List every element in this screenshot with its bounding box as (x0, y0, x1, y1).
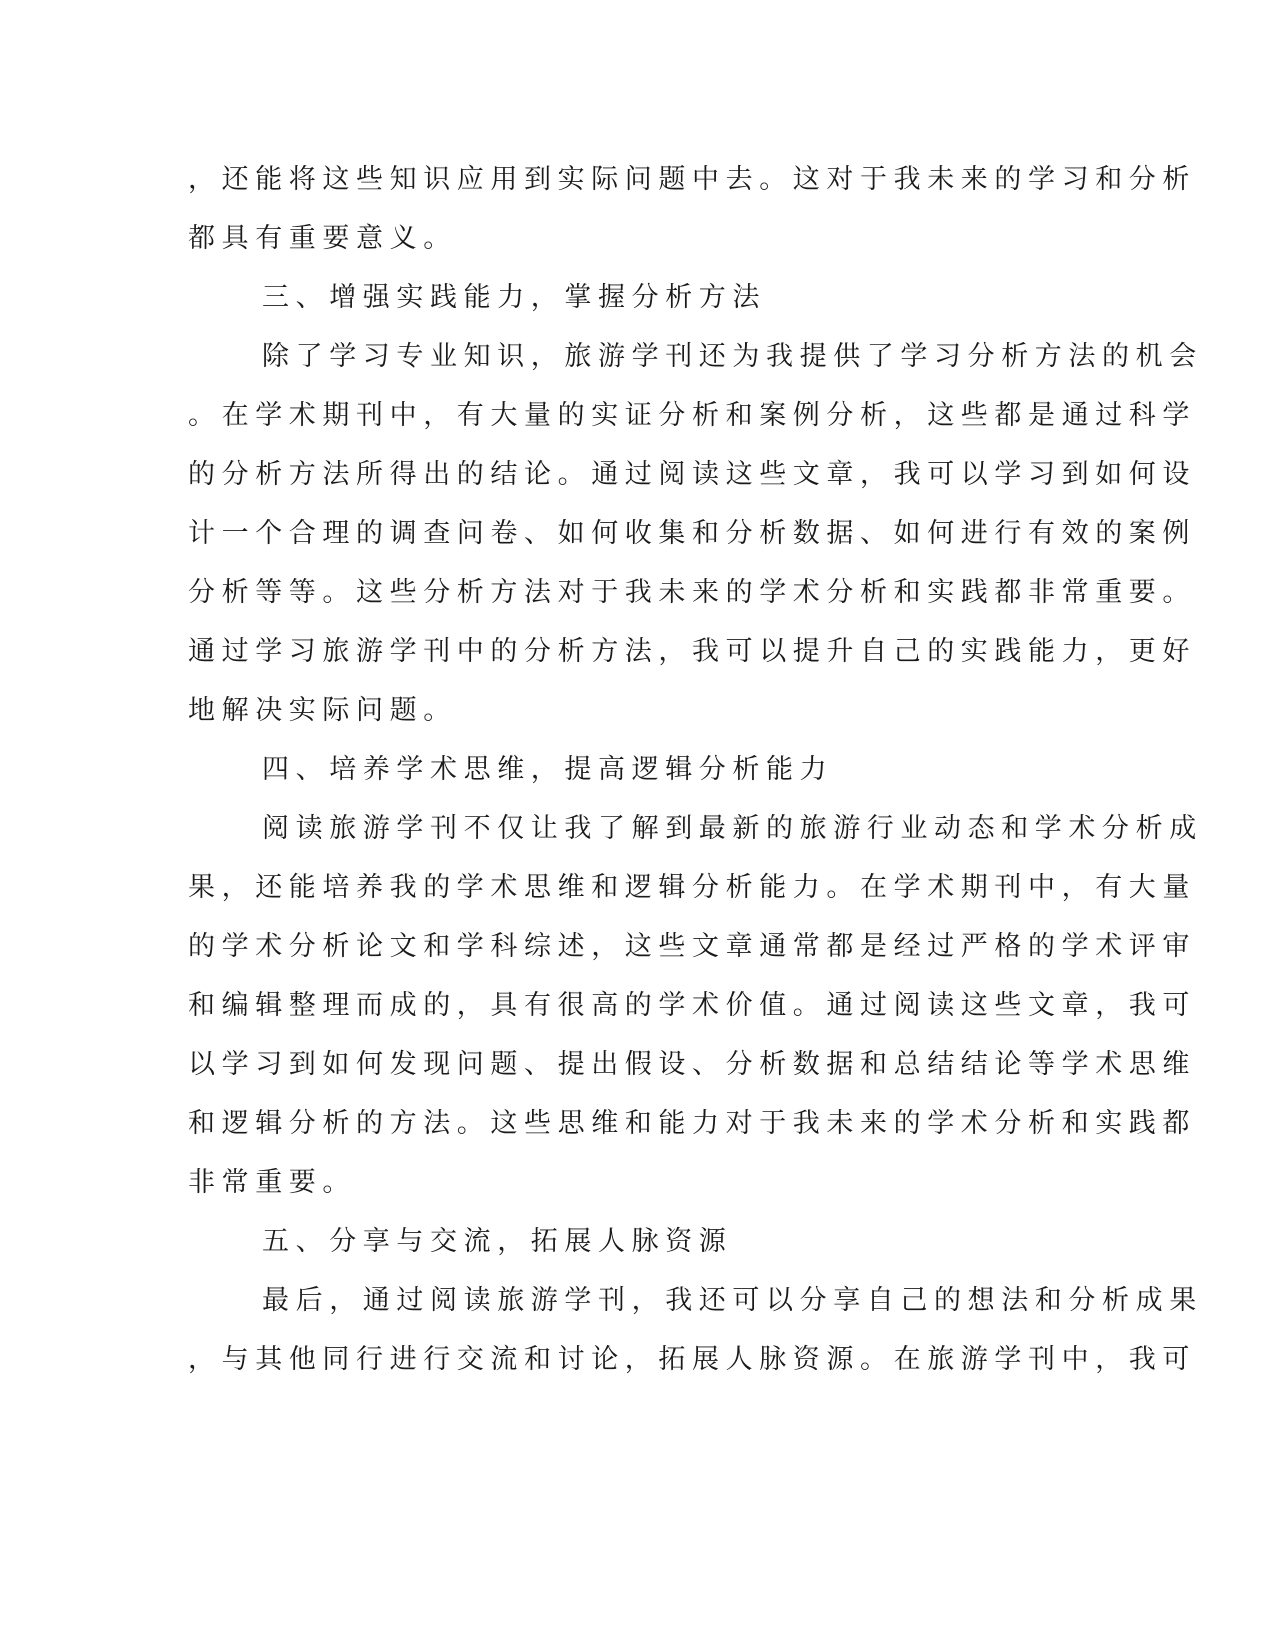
text-line: 分析等等。这些分析方法对于我未来的学术分析和实践都非常重要。 (188, 577, 1196, 608)
text-line: 的分析方法所得出的结论。通过阅读这些文章，我可以学习到如何设 (188, 459, 1196, 490)
text-line: 通过学习旅游学刊中的分析方法，我可以提升自己的实践能力，更好 (188, 636, 1196, 667)
text-line: 。在学术期刊中，有大量的实证分析和案例分析，这些都是通过科学 (188, 400, 1196, 431)
section-heading: 五、分享与交流，拓展人脉资源 (262, 1226, 733, 1257)
text-line: 都具有重要意义。 (188, 223, 457, 254)
text-line: 最后，通过阅读旅游学刊，我还可以分享自己的想法和分析成果 (262, 1285, 1203, 1316)
text-line: 果，还能培养我的学术思维和逻辑分析能力。在学术期刊中，有大量 (188, 872, 1196, 903)
text-line: 以学习到如何发现问题、提出假设、分析数据和总结结论等学术思维 (188, 1049, 1196, 1080)
text-line: 的学术分析论文和学科综述，这些文章通常都是经过严格的学术评审 (188, 931, 1196, 962)
text-line: 非常重要。 (188, 1167, 356, 1198)
text-line: 计一个合理的调查问卷、如何收集和分析数据、如何进行有效的案例 (188, 518, 1196, 549)
text-line: ，还能将这些知识应用到实际问题中去。这对于我未来的学习和分析 (188, 164, 1196, 195)
text-line: 地解决实际问题。 (188, 695, 457, 726)
section-heading: 三、增强实践能力，掌握分析方法 (262, 282, 766, 313)
text-line: 阅读旅游学刊不仅让我了解到最新的旅游行业动态和学术分析成 (262, 813, 1203, 844)
text-line: 和逻辑分析的方法。这些思维和能力对于我未来的学术分析和实践都 (188, 1108, 1196, 1139)
text-line: ，与其他同行进行交流和讨论，拓展人脉资源。在旅游学刊中，我可 (188, 1344, 1196, 1375)
section-heading: 四、培养学术思维，提高逻辑分析能力 (262, 754, 834, 785)
text-line: 除了学习专业知识，旅游学刊还为我提供了学习分析方法的机会 (262, 341, 1203, 372)
text-line: 和编辑整理而成的，具有很高的学术价值。通过阅读这些文章，我可 (188, 990, 1196, 1021)
